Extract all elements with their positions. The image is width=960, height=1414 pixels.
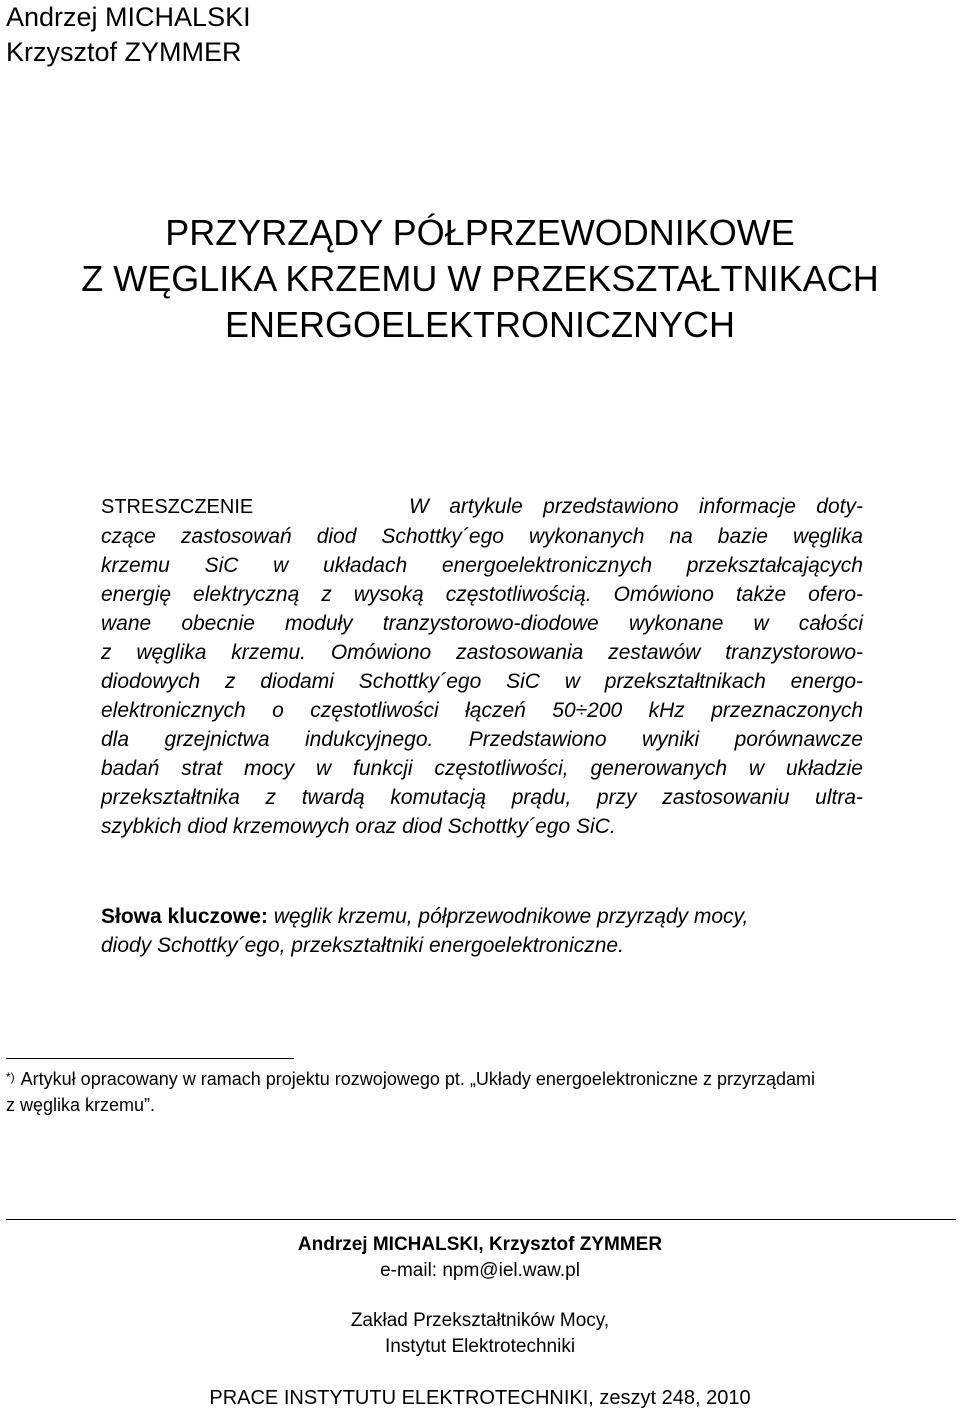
author-name: Krzysztof ZYMMER bbox=[6, 37, 242, 67]
footnote-line: z węglika krzemu”. bbox=[6, 1095, 156, 1115]
affiliation-line: Instytut Elektrotechniki bbox=[384, 1336, 576, 1357]
affiliation-line: Zakład Przekształtników Mocy, bbox=[350, 1310, 610, 1331]
journal-citation: PRACE INSTYTUTU ELEKTROTECHNIKI, zeszyt 248, 2010 bbox=[209, 1387, 751, 1409]
abstract-line: energię elektryczną z wysoką częstotliwością. Omówiono także ofero- bbox=[101, 583, 863, 606]
paper-title bbox=[0, 210, 960, 348]
affiliation bbox=[0, 1308, 960, 1360]
footnote bbox=[6, 1066, 956, 1118]
footnote-marker: *) bbox=[6, 1070, 15, 1084]
abstract-line: czące zastosowań diod Schottky´ego wykonanych na bazie węglika bbox=[101, 525, 863, 548]
footnote-divider bbox=[6, 1058, 294, 1059]
abstract-line: wane obecnie moduły tranzystorowo-diodowe wykonane w całości bbox=[101, 612, 863, 635]
abstract-line: krzemu SiC w układach energoelektronicznych przekształcających bbox=[101, 554, 863, 577]
title-line: ENERGOELEKTRONICZNYCH bbox=[224, 304, 736, 345]
abstract-line: diodowych z diodami Schottky´ego SiC w przekształtnikach energo- bbox=[101, 670, 863, 693]
abstract-line: elektronicznych o częstotliwości łączeń 50÷200 kHz przeznaczonych bbox=[101, 699, 863, 722]
footnote-text: Artykuł opracowany w ramach projektu rozwojowego pt. „Układy energoelektroniczne z przyrządami bbox=[20, 1069, 816, 1089]
abstract-line: badań strat mocy w funkcji częstotliwości, generowanych w układzie bbox=[101, 757, 863, 780]
title-line: Z WĘGLIKA KRZEMU W PRZEKSZTAŁTNIKACH bbox=[81, 258, 879, 299]
keywords-text: węglik krzemu, półprzewodnikowe przyrządy mocy, bbox=[273, 905, 749, 928]
abstract-line: dla grzejnictwa indukcyjnego. Przedstawiono wyniki porównawcze bbox=[101, 728, 863, 751]
title-line: PRZYRZĄDY PÓŁPRZEWODNIKOWE bbox=[165, 212, 795, 253]
keywords bbox=[101, 902, 863, 960]
abstract-line: szybkich diod krzemowych oraz diod Schottky´ego SiC. bbox=[101, 815, 616, 838]
contact-email: e-mail: npm@iel.waw.pl bbox=[380, 1260, 580, 1281]
section-divider bbox=[6, 1219, 956, 1220]
keywords-line bbox=[101, 902, 863, 931]
footnote-line bbox=[6, 1066, 956, 1092]
abstract-line: przekształtnika z twardą komutacją prądu, przy zastosowaniu ultra- bbox=[101, 786, 863, 809]
keywords-label: Słowa kluczowe: bbox=[101, 905, 268, 928]
abstract-label: STRESZCZENIE bbox=[101, 496, 254, 518]
contact-names: Andrzej MICHALSKI, Krzysztof ZYMMER bbox=[297, 1234, 663, 1255]
abstract bbox=[101, 492, 863, 841]
author-name: Andrzej MICHALSKI bbox=[6, 2, 251, 32]
abstract-line: z węglika krzemu. Omówiono zastosowania zestawów tranzystorowo- bbox=[101, 641, 863, 664]
abstract-text: W artykule przedstawiono informacje doty- bbox=[409, 495, 863, 518]
header-authors bbox=[6, 0, 251, 70]
abstract-line bbox=[101, 492, 863, 522]
author-contact bbox=[0, 1232, 960, 1284]
keywords-text: diody Schottky´ego, przekształtniki energoelektroniczne. bbox=[101, 934, 624, 957]
